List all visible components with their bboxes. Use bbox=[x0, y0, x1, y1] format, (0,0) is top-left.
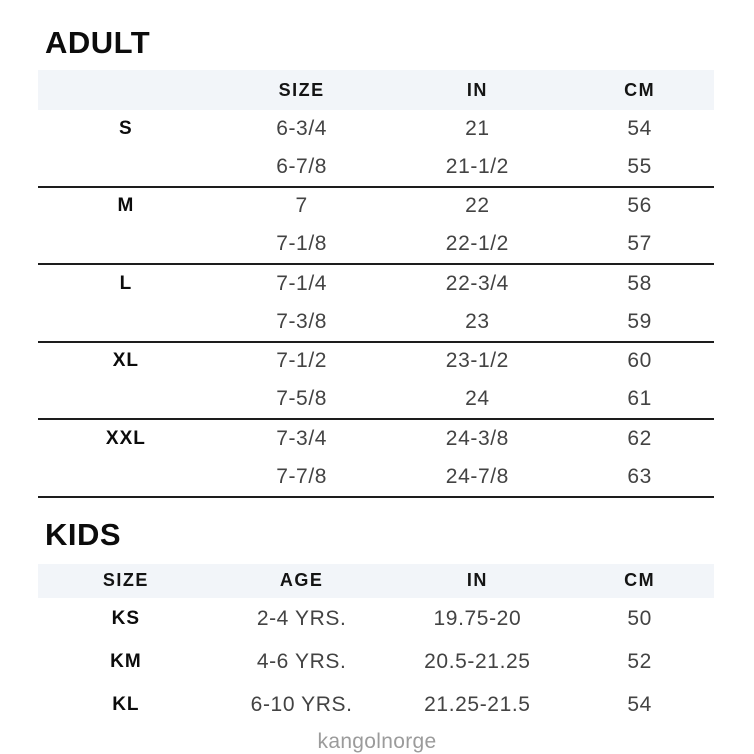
column-header-in: IN bbox=[466, 79, 488, 100]
cm-cell: 54 bbox=[627, 693, 652, 716]
table-row bbox=[38, 303, 714, 341]
kids-table-header-row bbox=[38, 564, 714, 598]
adult-size-table bbox=[38, 70, 714, 498]
inches-cell: 23-1/2 bbox=[445, 349, 509, 373]
table-row bbox=[38, 641, 714, 684]
table-row bbox=[38, 265, 714, 303]
hat-size-cell: 6-3/4 bbox=[276, 116, 328, 140]
adult-table-header-row bbox=[38, 70, 714, 110]
table-row bbox=[38, 188, 714, 226]
cm-cell: 60 bbox=[627, 349, 652, 373]
cm-cell: 58 bbox=[627, 271, 652, 295]
table-row bbox=[38, 343, 714, 381]
column-header-age: AGE bbox=[279, 570, 324, 590]
table-row bbox=[38, 458, 714, 496]
hat-size-cell: 6-7/8 bbox=[276, 154, 328, 178]
age-cell: 4-6 YRS. bbox=[256, 650, 347, 673]
size-group-m bbox=[38, 188, 714, 266]
inches-cell: 22 bbox=[465, 194, 490, 218]
cm-cell: 54 bbox=[627, 116, 652, 140]
column-header-in: IN bbox=[466, 570, 488, 590]
size-label: L bbox=[119, 272, 133, 294]
cm-cell: 50 bbox=[627, 607, 652, 630]
table-row bbox=[38, 225, 714, 263]
table-row bbox=[38, 380, 714, 418]
inches-cell: 24-3/8 bbox=[445, 426, 509, 450]
hat-size-cell: 7-1/2 bbox=[276, 349, 328, 373]
cm-cell: 57 bbox=[627, 232, 652, 256]
hat-size-cell: 7-3/8 bbox=[276, 309, 328, 333]
inches-cell: 24 bbox=[465, 387, 490, 411]
size-label: S bbox=[119, 117, 133, 139]
inches-cell: 21.25-21.5 bbox=[424, 693, 531, 716]
size-label: KM bbox=[110, 651, 142, 672]
inches-cell: 24-7/8 bbox=[445, 464, 509, 488]
size-label: XXL bbox=[105, 427, 146, 449]
column-header-size: SIZE bbox=[278, 79, 325, 100]
hat-size-cell: 7-5/8 bbox=[276, 387, 328, 411]
table-row bbox=[38, 420, 714, 458]
inches-cell: 19.75-20 bbox=[433, 607, 522, 630]
adult-section-title: ADULT bbox=[45, 25, 151, 60]
cm-cell: 59 bbox=[627, 309, 652, 333]
hat-size-cell: 7-1/8 bbox=[276, 232, 328, 256]
age-cell: 2-4 YRS. bbox=[256, 607, 347, 630]
hat-size-cell: 7-1/4 bbox=[276, 271, 328, 295]
column-header-cm: CM bbox=[624, 570, 656, 590]
inches-cell: 21-1/2 bbox=[445, 154, 509, 178]
size-label: M bbox=[117, 195, 135, 217]
cm-cell: 61 bbox=[627, 387, 652, 411]
size-group-xl bbox=[38, 343, 714, 421]
table-row bbox=[38, 598, 714, 641]
hat-size-cell: 7 bbox=[295, 194, 308, 218]
size-label: KL bbox=[112, 694, 140, 715]
size-group-s bbox=[38, 110, 714, 188]
cm-cell: 55 bbox=[627, 154, 652, 178]
hat-size-cell: 7-7/8 bbox=[276, 464, 328, 488]
kids-section-title: KIDS bbox=[45, 516, 122, 552]
table-row bbox=[38, 148, 714, 186]
column-header-cm: CM bbox=[624, 79, 656, 100]
inches-cell: 23 bbox=[465, 309, 490, 333]
cm-cell: 52 bbox=[627, 650, 652, 673]
age-cell: 6-10 YRS. bbox=[250, 693, 353, 716]
watermark-text: kangolnorge bbox=[317, 729, 437, 753]
table-row bbox=[38, 110, 714, 148]
inches-cell: 20.5-21.25 bbox=[424, 650, 531, 673]
cm-cell: 62 bbox=[627, 426, 652, 450]
inches-cell: 21 bbox=[465, 116, 490, 140]
inches-cell: 22-1/2 bbox=[445, 232, 509, 256]
table-row bbox=[38, 684, 714, 727]
size-label: KS bbox=[111, 608, 141, 629]
hat-size-cell: 7-3/4 bbox=[276, 426, 328, 450]
inches-cell: 22-3/4 bbox=[445, 271, 509, 295]
size-label: XL bbox=[112, 350, 140, 372]
cm-cell: 63 bbox=[627, 464, 652, 488]
kids-size-table bbox=[38, 564, 714, 727]
size-group-l bbox=[38, 265, 714, 343]
column-header-size: SIZE bbox=[102, 570, 149, 590]
cm-cell: 56 bbox=[627, 194, 652, 218]
size-group-xxl bbox=[38, 420, 714, 498]
